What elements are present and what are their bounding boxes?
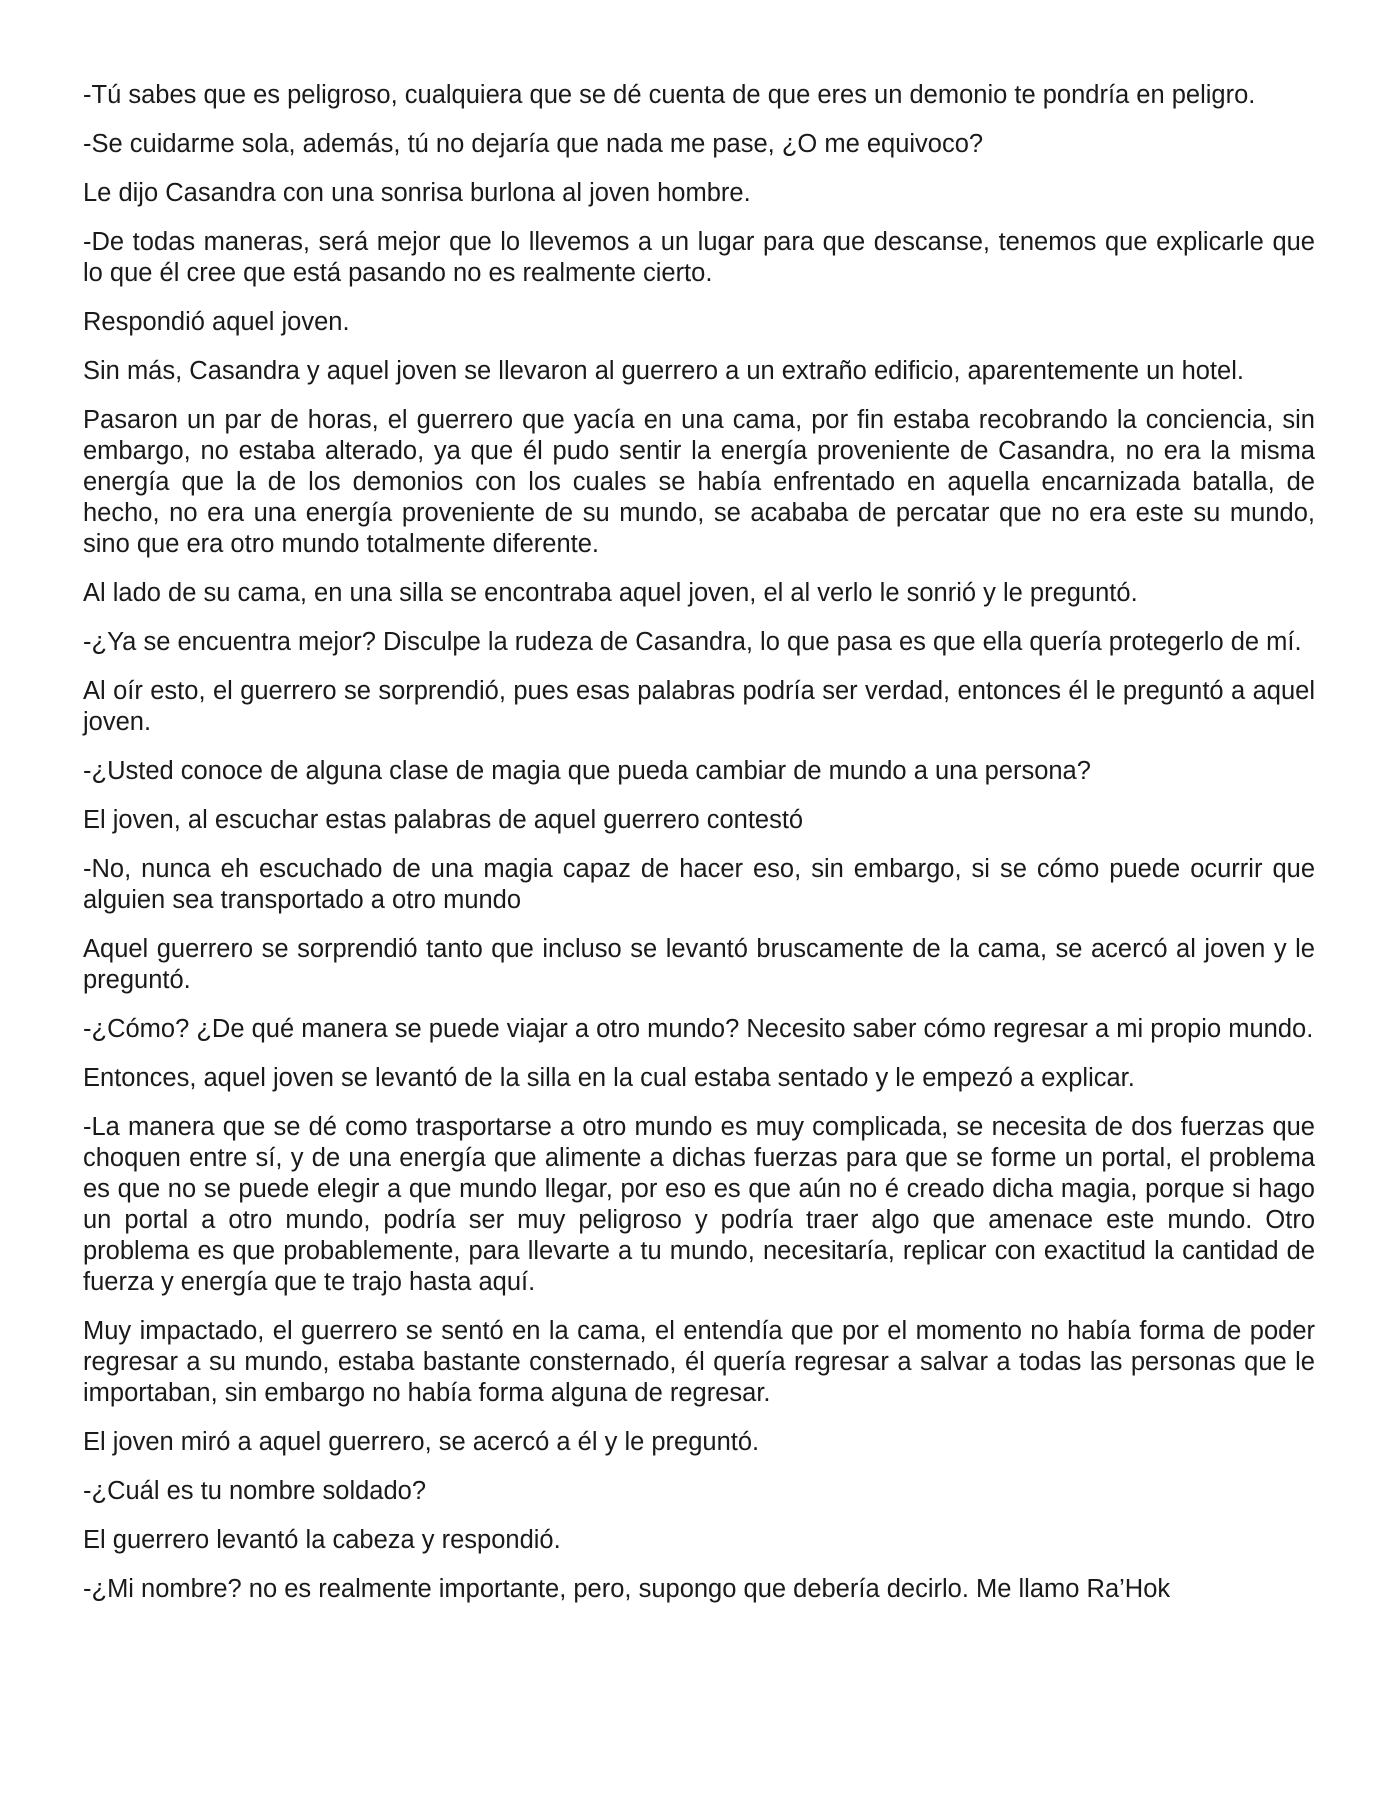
paragraph: Pasaron un par de horas, el guerrero que yacía en una cama, por fin estaba recobrando la conciencia, sin embargo, no estaba alterado, ya que él pudo sentir la energía proveniente de Casandra, no era la misma energía que la de los demonios con los cuales se había enfrentado en aquella encarnizada batalla, de hecho, no era una energía proveniente de su mundo, se acababa de percatar que no era este su mundo, sino que era otro mundo totalmente diferente.	[83, 406, 1315, 558]
paragraph: -¿Cuál es tu nombre soldado?	[83, 1477, 427, 1505]
paragraph: Aquel guerrero se sorprendió tanto que incluso se levantó bruscamente de la cama, se acercó al joven y le preguntó.	[83, 935, 1315, 994]
paragraph: -¿Ya se encuentra mejor? Disculpe la rudeza de Casandra, lo que pasa es que ella quería protegerlo de mí.	[83, 628, 1302, 656]
paragraph: El joven miró a aquel guerrero, se acercó a él y le preguntó.	[83, 1428, 760, 1456]
paragraph: El joven, al escuchar estas palabras de aquel guerrero contestó	[83, 806, 804, 834]
paragraph: -La manera que se dé como trasportarse a otro mundo es muy complicada, se necesita de dos fuerzas que choquen entre sí, y de una energía que alimente a dichas fuerzas para que se forme un portal, el problema es que no se puede elegir a que mundo llegar, por eso es que aún no é creado dicha magia, porque si hago un portal a otro mundo, podría ser muy peligroso y podría traer algo que amenace este mundo. Otro problema es que probablemente, para llevarte a tu mundo, necesitaría, replicar con exactitud la cantidad de fuerza y energía que te trajo hasta aquí.	[83, 1113, 1315, 1296]
paragraph: -¿Usted conoce de alguna clase de magia que pueda cambiar de mundo a una persona?	[83, 757, 1091, 785]
paragraph: Al lado de su cama, en una silla se encontraba aquel joven, el al verlo le sonrió y le preguntó.	[83, 579, 1138, 607]
paragraph: Le dijo Casandra con una sonrisa burlona al joven hombre.	[83, 179, 751, 207]
paragraph: -De todas maneras, será mejor que lo llevemos a un lugar para que descanse, tenemos que explicarle que lo que él cree que está pasando no es realmente cierto.	[83, 228, 1315, 287]
paragraph: -Se cuidarme sola, además, tú no dejaría que nada me pase, ¿O me equivoco?	[83, 130, 984, 158]
paragraph: El guerrero levantó la cabeza y respondió.	[83, 1526, 561, 1554]
paragraph: Al oír esto, el guerrero se sorprendió, pues esas palabras podría ser verdad, entonces él le preguntó a aquel joven.	[83, 677, 1315, 736]
paragraph: -¿Mi nombre? no es realmente importante, pero, supongo que debería decirlo. Me llamo Ra’Hok	[83, 1575, 1171, 1603]
paragraph: -No, nunca eh escuchado de una magia capaz de hacer eso, sin embargo, si se cómo puede ocurrir que alguien sea transportado a otro mundo	[83, 855, 1315, 914]
document-page	[83, 80, 1315, 1623]
paragraph: Sin más, Casandra y aquel joven se llevaron al guerrero a un extraño edificio, aparentemente un hotel.	[83, 357, 1244, 385]
paragraph: Entonces, aquel joven se levantó de la silla en la cual estaba sentado y le empezó a explicar.	[83, 1064, 1135, 1092]
paragraph: Muy impactado, el guerrero se sentó en la cama, el entendía que por el momento no había forma de poder regresar a su mundo, estaba bastante consternado, él quería regresar a salvar a todas las personas que le importaban, sin embargo no había forma alguna de regresar.	[83, 1317, 1315, 1407]
paragraph: Respondió aquel joven.	[83, 308, 350, 336]
paragraph: -¿Cómo? ¿De qué manera se puede viajar a otro mundo? Necesito saber cómo regresar a mi propio mundo.	[83, 1015, 1314, 1043]
paragraph: -Tú sabes que es peligroso, cualquiera que se dé cuenta de que eres un demonio te pondría en peligro.	[83, 81, 1256, 109]
